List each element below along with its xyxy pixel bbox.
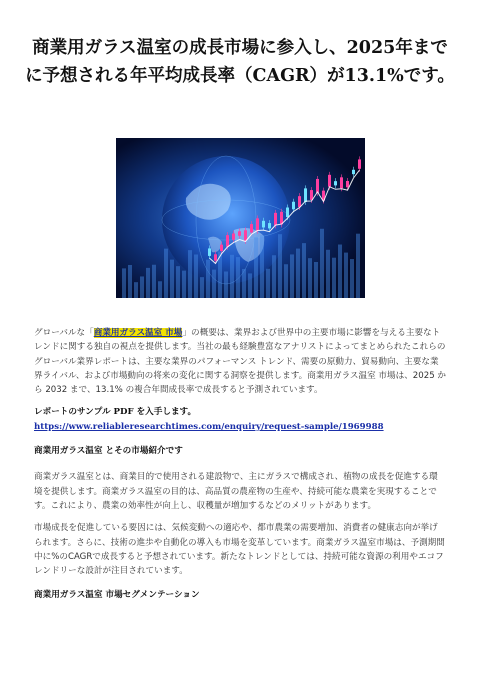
background-bar	[290, 254, 294, 298]
background-bar	[188, 250, 192, 298]
background-bar	[296, 249, 300, 298]
sample-request	[34, 405, 446, 434]
intro-prefix: グローバルな「	[34, 328, 94, 338]
section-heading-intro: 商業用ガラス温室 とその市場紹介です	[34, 446, 183, 457]
background-bar	[230, 255, 234, 298]
hero-image	[116, 138, 365, 298]
intro-paragraph	[34, 326, 446, 397]
background-bar	[200, 277, 204, 298]
intro-paragraph-2: 商業ガラス温室とは、商業目的で使用される建設物で、主にガラスで構成され、植物の成長を促進する環境を提供します。商業ガラス温室の目的は、高品質の農産物の生産や、持続可能な農業を実現することです。これにより、農業の効率性が向上し、収穫量が増加するなどのメリットがあります。	[34, 472, 438, 511]
background-bar	[152, 265, 156, 298]
background-bar	[158, 281, 162, 298]
page-title: 商業用ガラス温室の成長市場に参入し、2025年までに予想される年平均成長率（CAGR）が13.1%です。	[25, 38, 455, 86]
background-bar	[164, 249, 168, 298]
section-heading-segmentation: 商業用ガラス温室 市場セグメンテーション	[34, 590, 200, 601]
background-bar	[254, 237, 258, 298]
market-link[interactable]: 商業用ガラス温室 市場	[93, 328, 183, 338]
background-bar	[278, 234, 282, 298]
background-bar	[176, 266, 180, 298]
background-bar	[344, 253, 348, 298]
background-bar	[356, 234, 360, 298]
globe-chart-illustration	[116, 138, 365, 298]
background-bar	[332, 258, 336, 298]
background-bar	[170, 260, 174, 298]
background-bar	[224, 271, 228, 298]
background-bar	[242, 269, 246, 298]
background-bar	[182, 271, 186, 298]
sample-link[interactable]: https://www.reliableresearchtimes.com/enquiry/request-sample/1969988	[34, 421, 384, 432]
background-bar	[314, 262, 318, 298]
background-bar	[260, 235, 264, 298]
intro-text: 」の概要は、業界および世界中の主要市場に影響を与える主要なトレンドに関する独自の視点を提供します。当社の最も経験豊富なアナリストによってまとめられたこれらのグローバル業界レポートは、主要な業界のパフォーマンス トレンド、需要の原動力、貿易動向、主要な業界ライバル、および市場動向の将来の変化に関する洞察を提供します。商業用ガラス温室 市場は、2025 から 2032 まで、13.1% の複合年間成長率で成長すると予測されています。	[34, 328, 446, 396]
background-bar	[248, 273, 252, 298]
background-bar	[272, 255, 276, 298]
background-bar	[350, 259, 354, 298]
background-bar	[320, 229, 324, 298]
background-bar	[266, 269, 270, 298]
background-bar	[284, 264, 288, 298]
background-bar	[194, 255, 198, 298]
article-body	[34, 326, 446, 615]
sample-label: レポートのサンプル PDF を入手します。	[34, 407, 197, 418]
background-bar	[236, 257, 240, 298]
background-bar	[326, 250, 330, 298]
background-bar	[338, 245, 342, 298]
market-highlight	[94, 328, 183, 338]
background-bar	[206, 260, 210, 298]
background-bar	[302, 243, 306, 298]
background-bar	[122, 268, 126, 298]
background-bar	[146, 268, 150, 298]
growth-paragraph: 市場成長を促進している要因には、気候変動への適応や、都市農業の需要増加、消費者の健康志向が挙げられます。さらに、技術の進歩や自動化の導入も市場を変革しています。商業ガラス温室市場は、予測期間中に%のCAGRで成長すると予想されています。新たなトレンドとしては、持続可能な資源の利用やエコフレンドリーな設計が注目されています。	[34, 523, 445, 577]
background-bar	[134, 282, 138, 298]
background-bar	[128, 265, 132, 298]
background-bar	[140, 276, 144, 298]
background-bar	[308, 258, 312, 298]
background-bar	[212, 270, 216, 298]
